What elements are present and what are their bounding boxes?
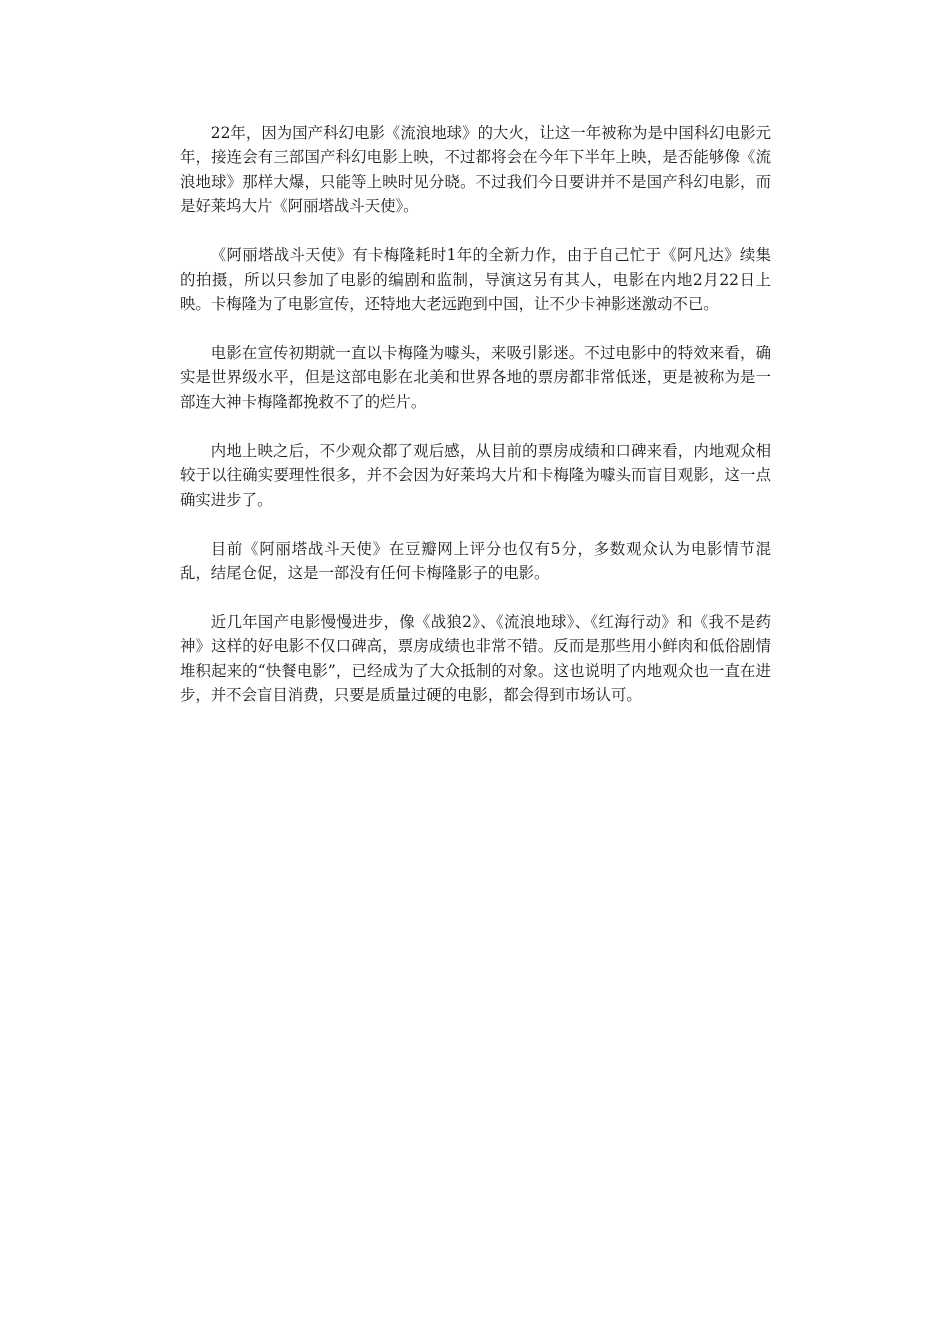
paragraph-4: 内地上映之后，不少观众都了观后感，从目前的票房成绩和口碑来看，内地观众相较于以往确实要理性很多，并不会因为好莱坞大片和卡梅隆为噱头而盲目观影，这一点确实进步了。 [180, 441, 771, 509]
paragraph-5: 目前《阿丽塔战斗天使》在豆瓣网上评分也仅有5分，多数观众认为电影情节混乱，结尾仓促，这是一部没有任何卡梅隆影子的电影。 [180, 539, 771, 583]
paragraph-2: 《阿丽塔战斗天使》有卡梅隆耗时1年的全新力作，由于自己忙于《阿凡达》续集的拍摄，所以只参加了电影的编剧和监制，导演这另有其人，电影在内地2月22日上映。卡梅隆为了电影宣传，还特地大老远跑到中国，让不少卡神影迷激动不已。 [180, 246, 771, 314]
paragraph-3: 电影在宣传初期就一直以卡梅隆为噱头，来吸引影迷。不过电影中的特效来看，确实是世界级水平，但是这部电影在北美和世界各地的票房都非常低迷，更是被称为是一部连大神卡梅隆都挽救不了的烂片。 [180, 344, 771, 411]
paragraph-6: 近几年国产电影慢慢进步，像《战狼2》、《流浪地球》、《红海行动》和《我不是药神》这样的好电影不仅口碑高，票房成绩也非常不错。反而是那些用小鲜肉和低俗剧情堆积起来的“快餐电影”，已经成为了大众抵制的对象。这也说明了内地观众也一直在进步，并不会盲目消费，只要是质量过硬的电影，都会得到市场认可。 [180, 613, 771, 705]
article-body [180, 121, 771, 732]
paragraph-1: 22年，因为国产科幻电影《流浪地球》的大火，让这一年被称为是中国科幻电影元年，接连会有三部国产科幻电影上映，不过都将会在今年下半年上映，是否能够像《流浪地球》那样大爆，只能等上映时见分晓。不过我们今日要讲并不是国产科幻电影，而是好莱坞大片《阿丽塔战斗天使》。 [180, 124, 771, 216]
